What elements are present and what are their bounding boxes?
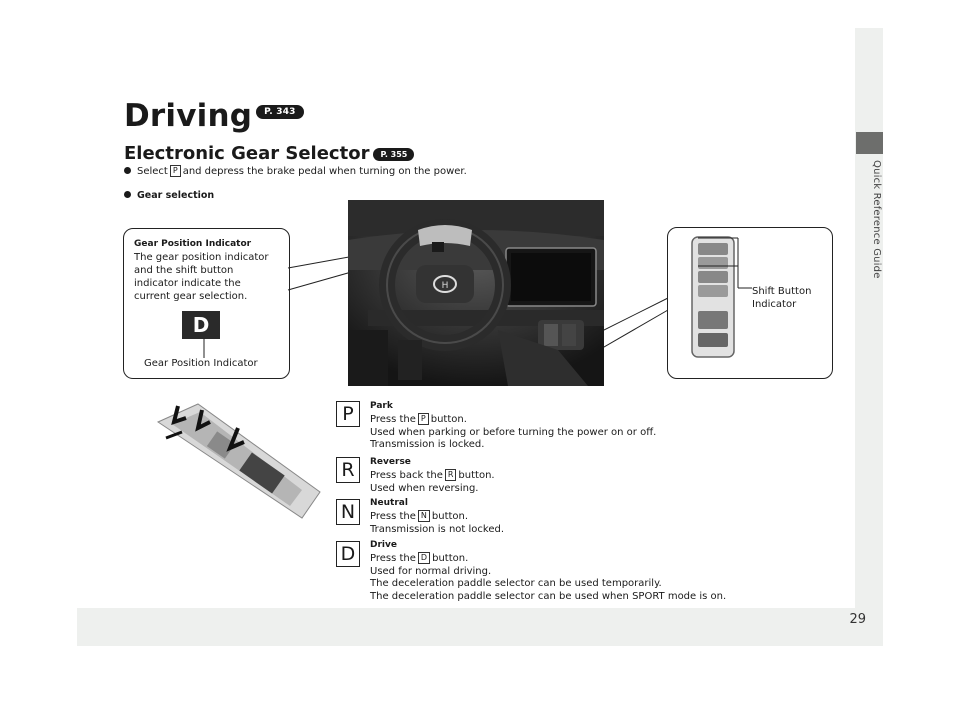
gear-title-park: Park — [370, 401, 393, 411]
gear-line: Used when reversing. — [370, 482, 479, 494]
gear-title-drive: Drive — [370, 540, 397, 550]
gear-instr-pre: Press the — [370, 511, 416, 522]
key-p-icon: P — [418, 413, 429, 425]
key-p-icon: P — [170, 165, 181, 177]
key-n-icon: N — [418, 510, 430, 522]
gear-instr-pre: Press the — [370, 553, 416, 564]
caption-line: Indicator — [752, 299, 797, 310]
gear-line: Used for normal driving. — [370, 565, 492, 577]
page-title-text: Driving — [124, 98, 253, 134]
shift-indicator-leader-lines — [698, 236, 754, 296]
callout-line: The gear position indicator — [134, 252, 269, 263]
gear-line: Used when parking or before turning the power on or off. — [370, 426, 657, 438]
caption-line: Shift Button — [752, 286, 812, 297]
gear-selector-illustration — [152, 392, 322, 522]
svg-text:H: H — [441, 281, 449, 291]
gear-instr-post: button. — [432, 553, 469, 564]
key-d-icon: D — [418, 552, 430, 564]
gear-instr-post: button. — [430, 414, 467, 425]
gear-letter-p: P — [336, 401, 360, 427]
gear-body-neutral — [370, 510, 790, 536]
gear-title-reverse: Reverse — [370, 457, 411, 467]
gear-title-neutral: Neutral — [370, 498, 408, 508]
callout-title: Gear Position Indicator — [134, 239, 252, 249]
callout-line: and the shift button — [134, 265, 234, 276]
gear-line: Transmission is locked. — [370, 439, 485, 451]
key-r-icon: R — [445, 469, 457, 481]
bullet-gear-label: Gear selection — [137, 190, 215, 201]
gear-letter-r: R — [336, 457, 360, 483]
gear-body-park — [370, 413, 790, 452]
gear-letter-d: D — [336, 541, 360, 567]
gear-instr-pre: Press back the — [370, 470, 443, 481]
gear-line: The deceleration paddle selector can be used when SPORT mode is on. — [370, 590, 727, 602]
gear-position-indicator-caption: Gear Position Indicator — [144, 358, 258, 369]
gear-instr-post: button. — [431, 511, 469, 522]
page-number: 29 — [849, 612, 866, 627]
gear-line: Transmission is not locked. — [370, 523, 505, 535]
dashboard-photo — [348, 200, 604, 386]
callout-line: current gear selection. — [134, 291, 248, 302]
gear-position-indicator-d: D — [182, 311, 220, 339]
bullet-select-post: and depress the brake pedal when turning on the power. — [182, 166, 467, 177]
gear-body-drive — [370, 552, 790, 603]
section-ref-link[interactable]: P. 355 — [373, 148, 414, 161]
side-label: Quick Reference Guide — [871, 160, 882, 279]
gear-line: The deceleration paddle selector can be used temporarily. — [370, 578, 662, 590]
gear-instr-post: button. — [458, 470, 495, 481]
section-title-text: Electronic Gear Selector — [124, 143, 370, 164]
page-ref-link[interactable]: P. 343 — [256, 105, 303, 119]
gear-body-reverse — [370, 469, 790, 495]
callout-line: indicator indicate the — [134, 278, 241, 289]
gear-letter-n: N — [336, 499, 360, 525]
bullet-select-pre: Select — [137, 166, 168, 177]
shift-button-indicator-caption — [752, 285, 822, 311]
gear-instr-pre: Press the — [370, 414, 416, 425]
